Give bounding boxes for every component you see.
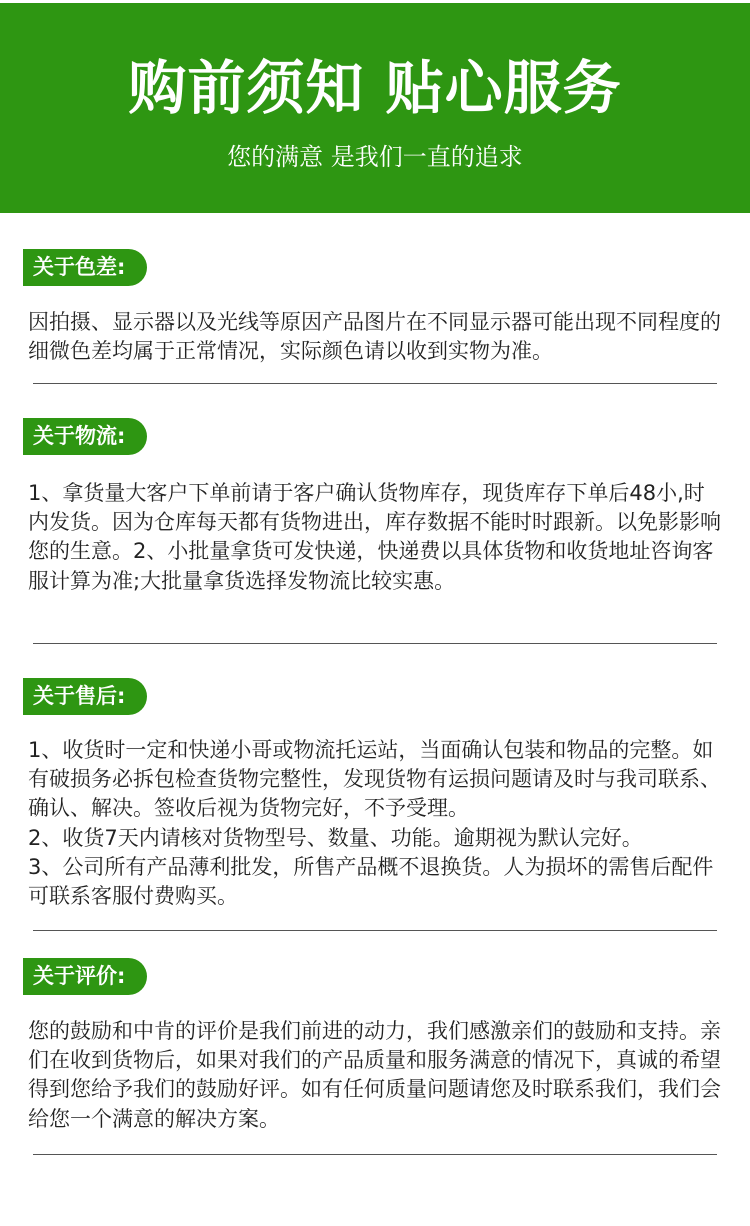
section-text-logistics: 1、拿货量大客户下单前请于客户确认货物库存，现货库存下单后48小,时内发货。因为仓库每天都有货物进出，库存数据不能时时跟新。以免影影响您的生意。2、小批量拿货可发快递，快递费以具体货物和收货地址咨询客服计算为准;大批量拿货选择发物流比较实惠。 bbox=[28, 481, 721, 593]
header-banner bbox=[0, 3, 750, 213]
section-tag-logistics: 关于物流: bbox=[23, 418, 147, 455]
section-text-after-sales: 1、收货时一定和快递小哥或物流托运站，当面确认包装和物品的完整。如有破损务必拆包检查货物完整性，发现货物有运损问题请及时与我司联系、确认、解决。签收后视为货物完好，不予受理。 2、收货7天内请核对货物型号、数量、功能。逾期视为默认完好。 3、公司所有产品薄利批发，所售产品概不退换货。人为损坏的需售后配件可联系客服付费购买。 bbox=[28, 738, 721, 909]
page-subtitle: 您的满意 是我们一直的追求 bbox=[227, 143, 523, 171]
section-tag-color-difference: 关于色差: bbox=[23, 249, 147, 286]
section-divider bbox=[33, 643, 717, 644]
section-text-reviews: 您的鼓励和中肯的评价是我们前进的动力，我们感激亲们的鼓励和支持。亲们在收到货物后，如果对我们的产品质量和服务满意的情况下，真诚的希望得到您给予我们的鼓励好评。如有任何质量问题请您及时联系我们，我们会给您一个满意的解决方案。 bbox=[28, 1019, 721, 1131]
section-divider bbox=[33, 383, 717, 384]
section-divider bbox=[33, 930, 717, 931]
section-tag-after-sales: 关于售后: bbox=[23, 678, 147, 715]
section-divider bbox=[33, 1154, 717, 1155]
section-text-color-difference: 因拍摄、显示器以及光线等原因产品图片在不同显示器可能出现不同程度的细微色差均属于正常情况，实际颜色请以收到实物为准。 bbox=[28, 310, 721, 364]
section-tag-reviews: 关于评价: bbox=[23, 958, 147, 995]
page-title: 购前须知 贴心服务 bbox=[128, 54, 622, 122]
